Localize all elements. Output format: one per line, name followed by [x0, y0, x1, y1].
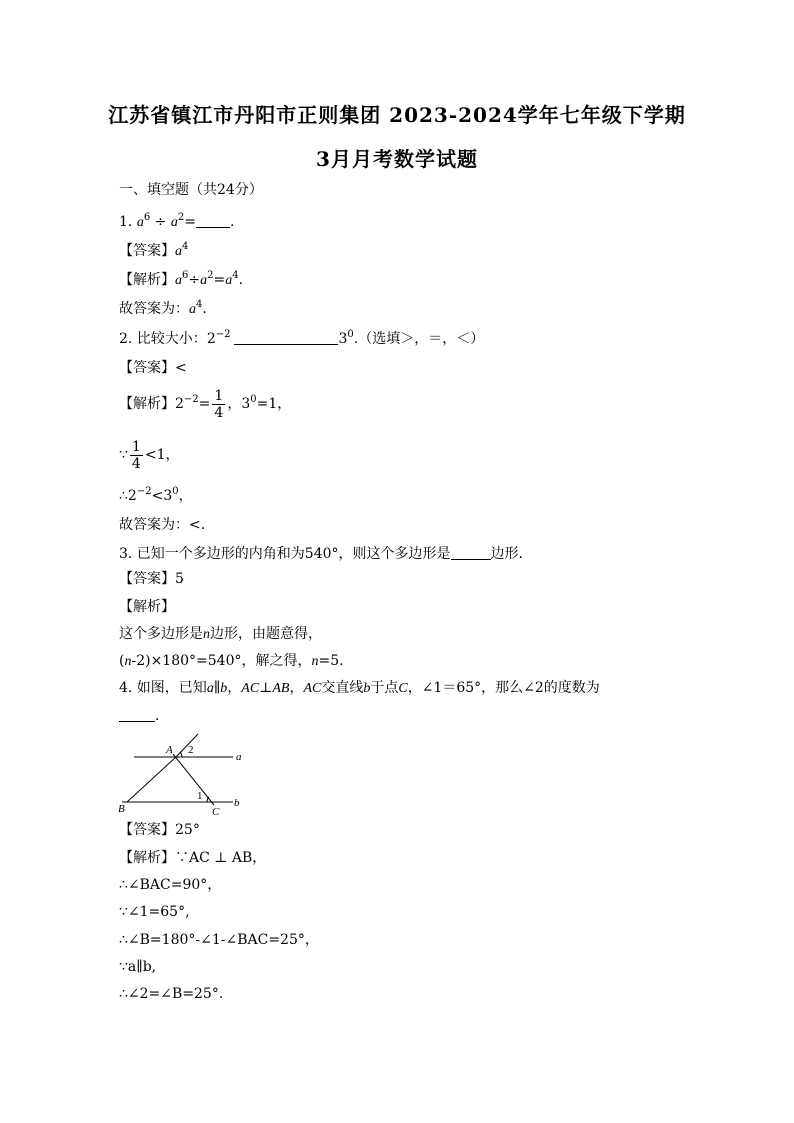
q4-line-b2: b: [363, 681, 371, 696]
figure-label-b: b: [234, 797, 240, 809]
figure-label-A: A: [166, 744, 173, 756]
q4-question-cont: [119, 707, 159, 725]
q4-question-c: ，: [289, 680, 304, 696]
q4-line-b: b: [220, 681, 228, 696]
q2-s1-eq: =: [198, 396, 211, 412]
q2-fraction-quarter: [212, 388, 225, 421]
q2-s1-exp2: 0: [250, 394, 257, 405]
q3-l1-n: n: [203, 627, 210, 642]
q4-question-a: 4. 如图，已知: [119, 680, 207, 696]
q2-s1-rest: =1，: [256, 396, 292, 412]
q1-end: .: [229, 214, 235, 230]
q2-prefix: 2. 比较大小：: [119, 331, 207, 347]
q4-ac: AC: [241, 681, 260, 696]
q1-con-end: .: [202, 301, 207, 317]
q1-conclusion: [119, 300, 207, 319]
q1-con-a: a: [189, 302, 196, 317]
q1-base-a: a: [136, 215, 144, 230]
figure-label-B: B: [118, 803, 125, 815]
q4-question-d: 交直线: [321, 680, 364, 696]
q2-exp-neg2: −2: [215, 329, 231, 340]
q1-an-end: .: [238, 272, 244, 288]
q4-analysis-label: 【解析】: [119, 850, 175, 866]
q1-an-a2: a: [200, 273, 208, 288]
q2-answer-value: <: [175, 360, 187, 376]
q2-frac2-num: 1: [131, 438, 141, 455]
q3-answer-blank: [451, 545, 491, 560]
figure-label-1: 1: [197, 790, 203, 802]
q3-answer-label: 【答案】: [119, 571, 175, 587]
q4-answer-blank: [119, 707, 155, 722]
figure-label-C: C: [212, 806, 220, 818]
q3-l1-b: 边形，由题意得，: [210, 626, 322, 642]
q1-an-eq: =: [213, 272, 226, 288]
q3-l2-c: =5.: [318, 653, 344, 669]
q1-answer-base: a: [175, 244, 182, 259]
q2-answer-label: 【答案】: [119, 360, 175, 376]
q3-answer: [119, 570, 184, 588]
q4-analysis-step-1: [119, 849, 266, 867]
section-heading: 一、填空题（共24分）: [119, 182, 263, 198]
q4-question-e: 于点: [370, 680, 399, 696]
q4-point-c: C: [398, 681, 408, 696]
q2-s3-end: ，: [178, 488, 193, 504]
document-title-line-1: 江苏省镇江市丹阳市正则集团 2023-2024学年七年级下学期: [108, 103, 686, 127]
q4-parallel: ∥: [213, 680, 221, 696]
q2-exp-0: 0: [347, 329, 354, 340]
q1-an-e1: 6: [182, 270, 189, 281]
q2-s3-exp2: 0: [172, 486, 179, 497]
q4-answer-value: 25°: [175, 822, 200, 838]
q4-analysis-step-6: ∴∠2=∠B=25°.: [119, 986, 224, 1002]
q1-divide: ÷: [154, 214, 167, 230]
q2-therefore: ∴: [119, 488, 128, 504]
q1-exp-6: 6: [143, 212, 151, 223]
q3-question-b: 边形.: [490, 546, 523, 562]
q3-l2-b: -2)×180°=540°，解之得，: [131, 653, 312, 669]
document-title-line-2: 3月月考数学试题: [316, 147, 478, 171]
q2-s1-exp: −2: [183, 394, 199, 405]
q2-s1-base2: 3: [241, 396, 251, 412]
q2-s3-base: 2: [127, 488, 137, 504]
q4-question: [119, 679, 600, 698]
q3-analysis-label: 【解析】: [119, 599, 175, 615]
q2-analysis-step-3: [119, 487, 193, 505]
q2-s1-mid: ，: [227, 396, 242, 412]
q2-s3-base2: 3: [163, 488, 173, 504]
q1-an-e3: 4: [232, 270, 239, 281]
q4-s1: ∵AC ⊥ AB，: [175, 850, 267, 866]
q2-conclusion: 故答案为：<.: [119, 517, 206, 533]
q4-end: .: [155, 708, 160, 724]
q1-an-e2: 2: [207, 270, 214, 281]
q2-s3-exp: −2: [136, 486, 152, 497]
figure-label-2: 2: [188, 744, 194, 756]
q3-l2-n2: n: [311, 654, 319, 669]
q1-answer-blank: [196, 213, 230, 228]
q4-question-f: ，∠1＝65°，那么∠2的度数为: [407, 680, 600, 696]
q2-frac2-den: 4: [131, 455, 141, 472]
q1-con-e: 4: [196, 299, 203, 310]
q1-number: 1.: [119, 214, 133, 230]
q1-an-a1: a: [175, 273, 182, 288]
q3-analysis-line-1: [119, 625, 322, 644]
q2-base-3: 3: [338, 331, 348, 347]
q4-analysis-step-4: ∴∠B=180°-∠1-∠BAC=25°，: [119, 932, 319, 948]
q2-fraction-quarter-2: [130, 439, 143, 472]
q4-ac2: AC: [303, 681, 322, 696]
q2-base-2: 2: [206, 331, 216, 347]
q1-exp-2: 2: [177, 212, 185, 223]
q1-equals: =: [184, 214, 196, 230]
q1-analysis: [119, 271, 243, 290]
q4-analysis-step-3: ∵∠1=65°,: [119, 904, 190, 920]
q3-answer-value: 5: [175, 571, 184, 587]
q2-analysis-step-1: [119, 386, 291, 422]
q1-conclusion-prefix: 故答案为：: [119, 301, 189, 317]
q2-frac-den: 4: [214, 404, 224, 421]
q1-answer-exp: 4: [182, 241, 189, 252]
q4-analysis-step-5: ∵a∥b,: [119, 959, 157, 975]
q1-an-a3: a: [225, 273, 233, 288]
q2-s1-base: 2: [175, 396, 184, 412]
figure-angle-2-arc: [180, 752, 182, 757]
q2-answer-blank: [234, 330, 338, 345]
q4-answer: [119, 821, 200, 839]
figure-angle-1-arc: [207, 797, 209, 802]
q1-answer-label: 【答案】: [119, 243, 175, 259]
q1-analysis-label: 【解析】: [119, 272, 175, 288]
figure-transversal-ac: [173, 754, 214, 805]
q3-question: [119, 545, 523, 563]
q4-perp: ⊥: [259, 680, 273, 696]
q4-line-a: a: [206, 681, 214, 696]
figure-segment-ab: [127, 757, 176, 802]
q2-analysis-step-2: [119, 437, 179, 473]
q2-frac-num: 1: [214, 387, 224, 404]
q3-l2-n: n: [124, 654, 132, 669]
q4-answer-label: 【答案】: [119, 822, 175, 838]
q3-question-a: 3. 已知一个多边形的内角和为540°，则这个多边形是: [119, 546, 451, 562]
q2-answer: [119, 359, 187, 377]
q1-question: [119, 213, 234, 232]
figure-extension-ray: [176, 734, 198, 757]
q2-because: ∵: [119, 447, 128, 463]
q4-ab: AB: [272, 681, 290, 696]
q4-question-b: ，: [227, 680, 242, 696]
q2-analysis-label: 【解析】: [119, 396, 175, 412]
q2-suffix: .（选填＞，＝，＜）: [353, 331, 485, 347]
q1-an-div: ÷: [188, 272, 201, 288]
q1-answer: [119, 242, 188, 261]
q3-l2-a: (: [119, 653, 125, 669]
q4-geometry-figure: [112, 730, 262, 820]
q2-question: [119, 330, 484, 348]
q4-analysis-step-2: ∴∠BAC=90°，: [119, 877, 222, 893]
q2-s3-lt: <: [151, 488, 164, 504]
q3-analysis-line-2: [119, 652, 344, 671]
q3-l1-a: 这个多边形是: [119, 626, 203, 642]
figure-label-a: a: [236, 751, 242, 763]
q2-s2-rest: <1，: [144, 447, 180, 463]
q1-base-a2: a: [170, 215, 178, 230]
